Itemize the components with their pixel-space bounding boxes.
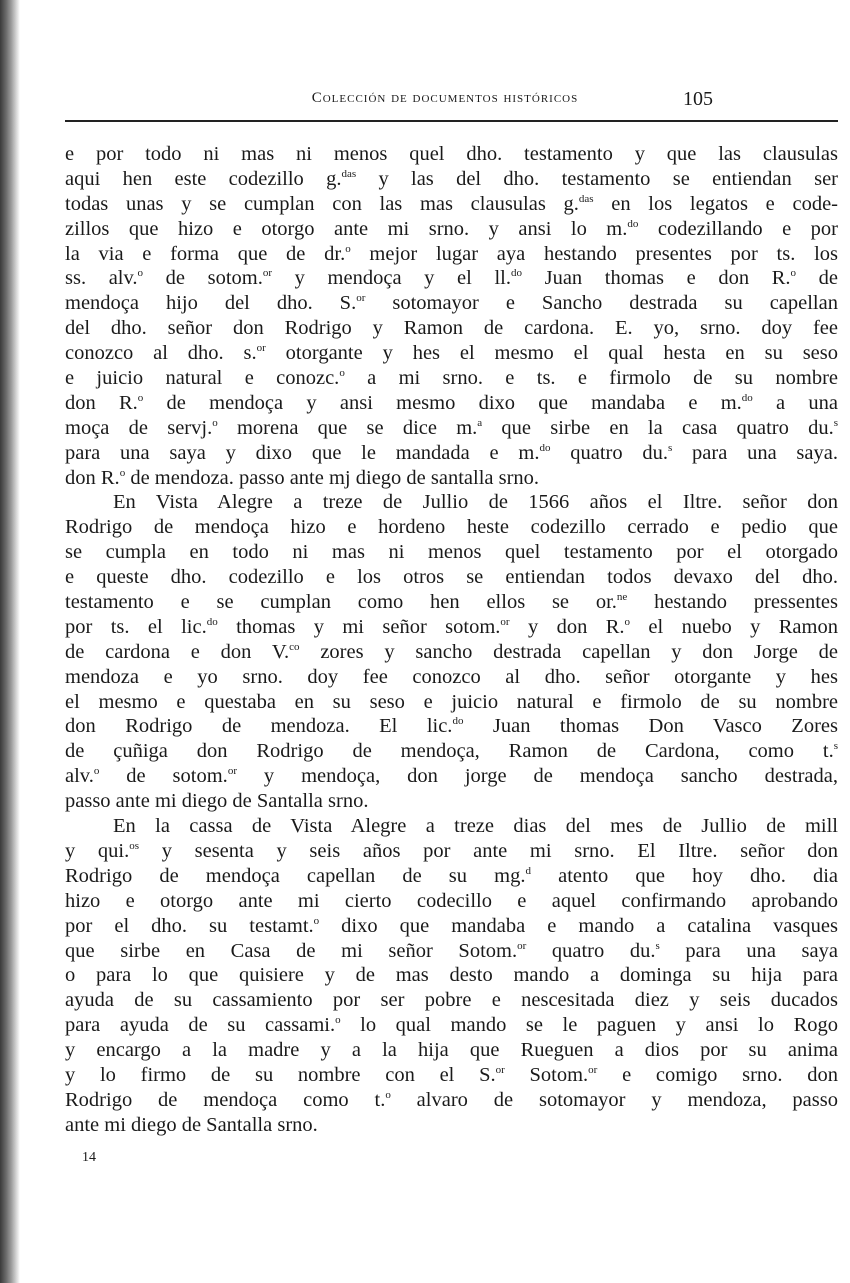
paragraph bbox=[65, 490, 838, 814]
text-line: ayuda de su cassamiento por ser pobre e nescesitada diez y seis ducados bbox=[65, 989, 838, 1012]
text-line: testamento e se cumplan como hen ellos se or.$^{ne}$ hestando pressentes bbox=[65, 591, 838, 614]
text-line: mendoça hijo del dho. S.$^{or}$ sotomayor e Sancho destrada su capellan bbox=[65, 292, 838, 315]
text-line: del dho. señor don Rodrigo y Ramon de cardona. E. yo, srno. doy fee bbox=[65, 317, 838, 340]
text-line: don Rodrigo de mendoza. El lic.$^{do}$ Juan thomas Don Vasco Zores bbox=[65, 715, 838, 738]
text-line: el mesmo e questaba en su seso e juicio natural e firmolo de su nombre bbox=[65, 690, 838, 713]
text-line: por el dho. su testamt.$^o$ dixo que mandaba e mando a catalina vasques bbox=[65, 914, 838, 937]
superscript-abbreviation: or bbox=[356, 292, 366, 305]
superscript-abbreviation: os bbox=[129, 839, 140, 852]
superscript-abbreviation: o bbox=[313, 914, 320, 927]
superscript-abbreviation: do bbox=[539, 441, 551, 454]
page-number: 105 bbox=[683, 88, 713, 110]
text-line: ss. alv.$^o$ de sotom.$^{or}$ y mendoça y el ll.$^{do}$ Juan thomas e don R.$^o$ de bbox=[65, 267, 838, 290]
text-line: de cardona e don V.$^{co}$ zores y sancho destrada capellan y don Jorge de bbox=[65, 640, 838, 663]
text-line: zillos que hizo e otorgo ante mi srno. y ansi lo m.$^{do}$ codezillando e por bbox=[65, 217, 838, 240]
superscript-abbreviation: or bbox=[588, 1063, 598, 1076]
text-line: Rodrigo de mendoça capellan de su mg.$^d$ atento que hoy dho. dia bbox=[65, 864, 838, 887]
superscript-abbreviation: o bbox=[624, 615, 631, 628]
text-line: todas unas y se cumplan con las mas clausulas g.$^{das}$ en los legatos e code- bbox=[65, 192, 838, 215]
signature-mark: 14 bbox=[82, 1150, 96, 1165]
text-line: por ts. el lic.$^{do}$ thomas y mi señor sotom.$^{or}$ y don R.$^o$ el nuebo y Ramon bbox=[65, 615, 838, 638]
text-line: o para lo que quisiere y de mas desto mando a dominga su hija para bbox=[65, 964, 838, 987]
text-line: e juicio natural e conozc.$^o$ a mi srno. e ts. e firmolo de su nombre bbox=[65, 367, 838, 390]
superscript-abbreviation: das bbox=[578, 192, 594, 205]
superscript-abbreviation: do bbox=[741, 391, 753, 404]
text-line: moça de servj.$^o$ morena que se dice m.$^a$ que sirbe en la casa quatro du.$^s$ bbox=[65, 416, 839, 439]
text-line: y lo firmo de su nombre con el S.$^{or}$ Sotom.$^{or}$ e comigo srno. don bbox=[65, 1063, 838, 1086]
running-title: Colección de documentos históricos bbox=[311, 90, 579, 106]
text-line: y qui.$^{os}$ y sesenta y seis años por ante mi srno. El Iltre. señor don bbox=[65, 839, 838, 862]
superscript-abbreviation: o bbox=[137, 267, 144, 280]
superscript-abbreviation: a bbox=[477, 416, 483, 429]
superscript-abbreviation: o bbox=[790, 267, 797, 280]
text-line: Rodrigo de mendoça como t.$^o$ alvaro de sotomayor y mendoza, passo bbox=[65, 1088, 838, 1111]
superscript-abbreviation: o bbox=[335, 1014, 341, 1027]
text-line: don R.$^o$ de mendoza. passo ante mj diego de santalla srno. bbox=[65, 466, 540, 489]
text-line: que sirbe en Casa de mi señor Sotom.$^{or}$ quatro du.$^s$ para una saya bbox=[65, 939, 838, 962]
superscript-abbreviation: do bbox=[510, 267, 522, 280]
book-binding-edge bbox=[0, 0, 20, 1283]
text-line: alv.$^o$ de sotom.$^{or}$ y mendoça, don jorge de mendoça sancho destrada, bbox=[65, 765, 839, 788]
superscript-abbreviation: das bbox=[341, 167, 357, 180]
superscript-abbreviation: s bbox=[833, 740, 838, 753]
text-line: para ayuda de su cassami.$^o$ lo qual mando se le paguen y ansi lo Rogo bbox=[65, 1014, 838, 1037]
superscript-abbreviation: d bbox=[525, 864, 531, 877]
superscript-abbreviation: o bbox=[339, 367, 345, 380]
superscript-abbreviation: ne bbox=[616, 591, 628, 604]
superscript-abbreviation: s bbox=[667, 441, 673, 454]
superscript-abbreviation: o bbox=[345, 242, 351, 255]
text-line: hizo e otorgo ante mi cierto codecillo e aquel confirmando aprobando bbox=[65, 889, 838, 912]
paragraph bbox=[65, 814, 838, 1138]
paragraph bbox=[65, 142, 838, 490]
superscript-abbreviation: o bbox=[212, 416, 218, 429]
superscript-abbreviation: o bbox=[385, 1088, 391, 1101]
page-header bbox=[65, 88, 838, 112]
superscript-abbreviation: or bbox=[227, 765, 237, 778]
superscript-abbreviation: do bbox=[627, 217, 639, 230]
text-line: don R.$^o$ de mendoça y ansi mesmo dixo que mandaba e m.$^{do}$ a una bbox=[65, 391, 838, 414]
text-line: la via e forma que de dr.$^o$ mejor lugar aya hestando presentes por ts. los bbox=[65, 242, 838, 265]
text-line: ante mi diego de Santalla srno. bbox=[65, 1113, 318, 1136]
superscript-abbreviation: s bbox=[833, 416, 839, 429]
text-line: mendoza e yo srno. doy fee conozco al dho. señor otorgante y hes bbox=[65, 665, 838, 688]
text-line: passo ante mi diego de Santalla srno. bbox=[65, 790, 369, 813]
text-line: de çuñiga don Rodrigo de mendoça, Ramon de Cardona, como t.$^s$ bbox=[65, 740, 838, 763]
body-text bbox=[65, 142, 838, 1138]
text-line: En Vista Alegre a treze de Jullio de 1566 años el Iltre. señor don bbox=[113, 491, 838, 514]
superscript-abbreviation: o bbox=[119, 466, 126, 479]
superscript-abbreviation: s bbox=[655, 939, 660, 952]
text-line: aqui hen este codezillo g.$^{das}$ y las del dho. testamento se entiendan ser bbox=[65, 167, 838, 190]
text-line: y encargo a la madre y a la hija que Rueguen a dios por su anima bbox=[65, 1039, 838, 1062]
text-line: Rodrigo de mendoça hizo e hordeno heste codezillo cerrado e pedio que bbox=[65, 516, 838, 539]
superscript-abbreviation: or bbox=[500, 615, 510, 628]
superscript-abbreviation: or bbox=[256, 342, 266, 355]
text-line: se cumpla en todo ni mas ni menos quel testamento por el otorgado bbox=[65, 541, 838, 564]
superscript-abbreviation: do bbox=[206, 615, 218, 628]
superscript-abbreviation: o bbox=[93, 765, 100, 778]
text-line: e queste dho. codezillo e los otros se entiendan todos devaxo del dho. bbox=[65, 566, 838, 589]
header-rule bbox=[65, 120, 838, 122]
superscript-abbreviation: do bbox=[452, 715, 464, 728]
superscript-abbreviation: or bbox=[517, 939, 527, 952]
superscript-abbreviation: o bbox=[137, 391, 144, 404]
superscript-abbreviation: or bbox=[262, 267, 273, 280]
text-line: e por todo ni mas ni menos quel dho. testamento y que las clausulas bbox=[65, 143, 838, 165]
text-line: conozco al dho. s.$^{or}$ otorgante y hes el mesmo el qual hesta en su seso bbox=[65, 342, 838, 365]
text-line: En la cassa de Vista Alegre a treze dias del mes de Jullio de mill bbox=[113, 815, 838, 838]
text-line: para una saya y dixo que le mandada e m.$^{do}$ quatro du.$^s$ para una saya. bbox=[65, 441, 838, 464]
superscript-abbreviation: or bbox=[495, 1063, 505, 1076]
superscript-abbreviation: co bbox=[289, 640, 300, 653]
